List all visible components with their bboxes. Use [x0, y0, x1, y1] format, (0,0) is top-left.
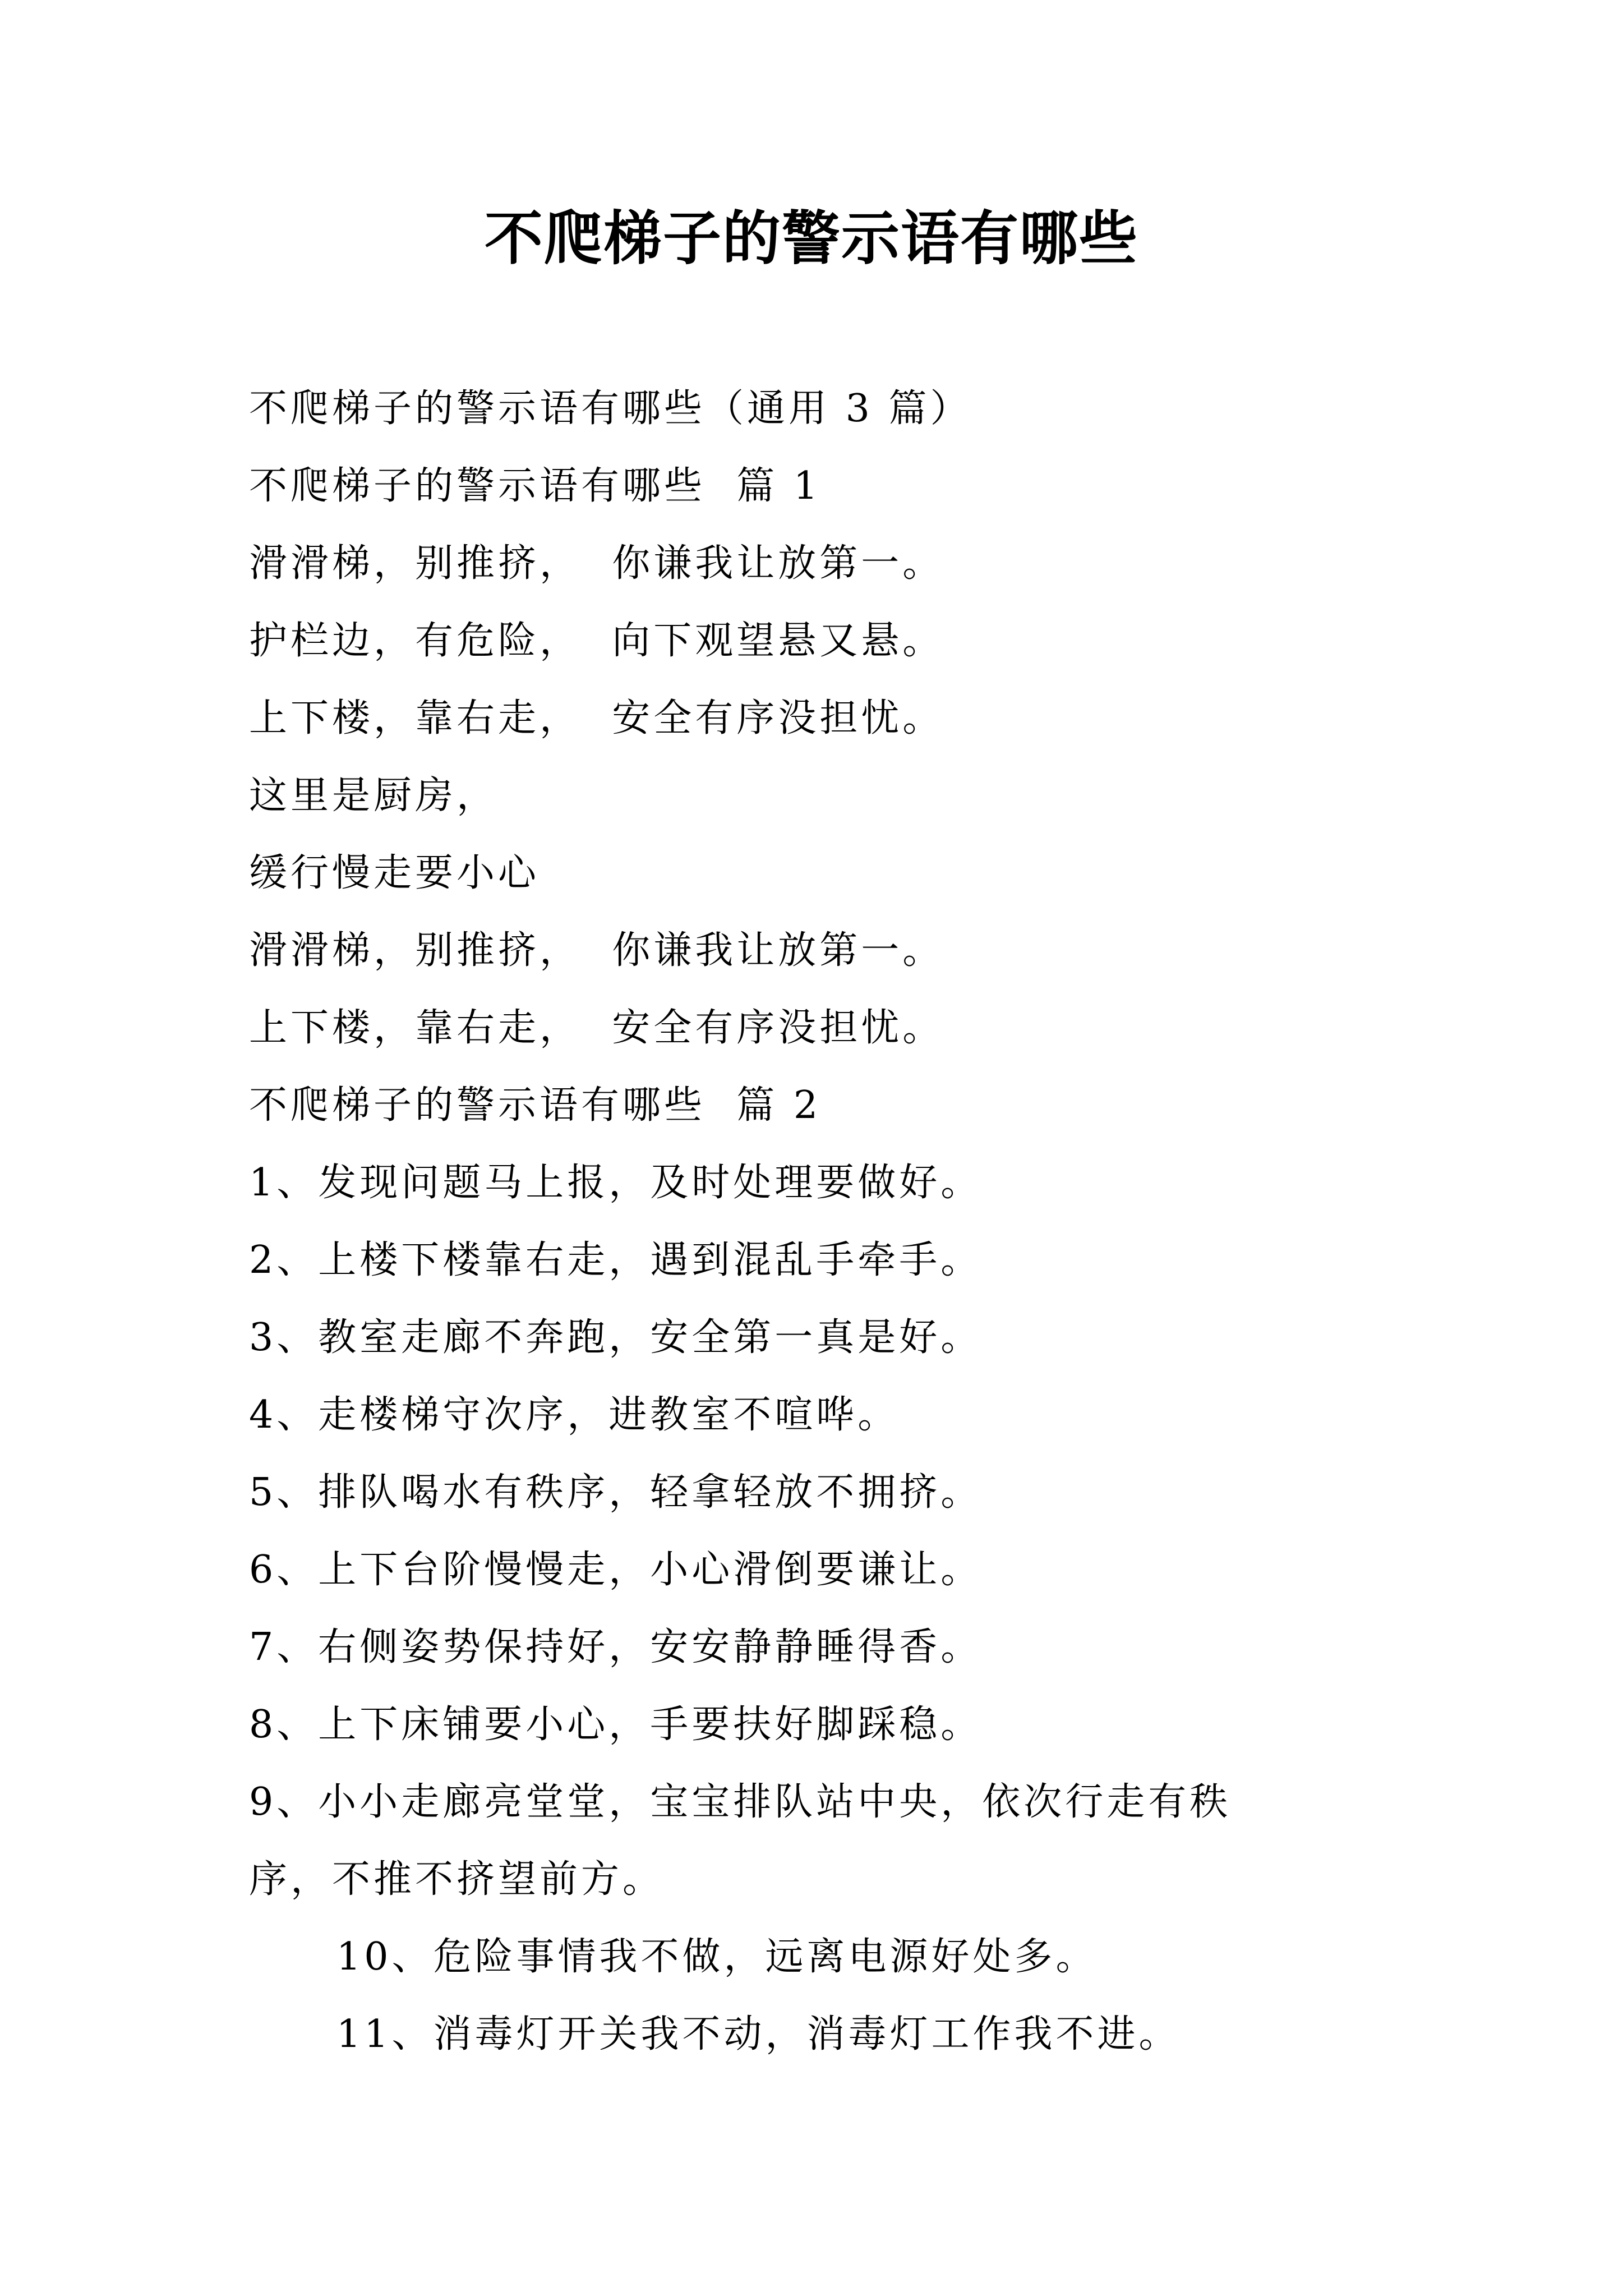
list-item: 10、危险事情我不做，远离电源好处多。 — [336, 1935, 1098, 1979]
list-item: 11、消毒灯开关我不动，消毒灯工作我不进。 — [336, 2012, 1181, 2056]
list-item: 1、发现问题马上报，及时处理要做好。 — [249, 1161, 983, 1205]
paragraph-line: 缓行慢走要小心 — [249, 851, 540, 895]
list-item: 9、小小走廊亮堂堂，宝宝排队站中央，依次行走有秩 — [249, 1780, 1232, 1824]
list-item: 2、上楼下楼靠右走，遇到混乱手牵手。 — [249, 1238, 983, 1282]
section-heading: 不爬梯子的警示语有哪些 篇 2 — [249, 1083, 822, 1128]
paragraph-line: 滑滑梯，别推挤， 你谦我让放第一。 — [249, 928, 944, 973]
document-title: 不爬梯子的警示语有哪些 — [484, 204, 1138, 273]
list-item: 6、上下台阶慢慢走，小心滑倒要谦让。 — [249, 1548, 983, 1592]
paragraph-line: 不爬梯子的警示语有哪些（通用 3 篇） — [249, 386, 972, 431]
paragraph-line: 上下楼，靠右走， 安全有序没担忧。 — [249, 696, 944, 740]
paragraph-line: 护栏边，有危险， 向下观望悬又悬。 — [249, 619, 944, 663]
document-body — [249, 370, 1393, 1841]
list-item: 5、排队喝水有秩序，轻拿轻放不拥挤。 — [249, 1470, 983, 1515]
paragraph-line: 滑滑梯，别推挤， 你谦我让放第一。 — [249, 541, 944, 586]
list-item: 4、走楼梯守次序，进教室不喧哗。 — [249, 1393, 900, 1437]
paragraph-line: 这里是厨房， — [249, 774, 499, 818]
paragraph-line: 上下楼，靠右走， 安全有序没担忧。 — [249, 1006, 944, 1050]
list-item-continuation: 序，不推不挤望前方。 — [249, 1857, 665, 1902]
list-item: 7、右侧姿势保持好，安安静静睡得香。 — [249, 1625, 983, 1669]
section-heading: 不爬梯子的警示语有哪些 篇 1 — [249, 464, 822, 508]
list-item: 3、教室走廊不奔跑，安全第一真是好。 — [249, 1315, 983, 1360]
list-item: 8、上下床铺要小心，手要扶好脚踩稳。 — [249, 1703, 983, 1747]
